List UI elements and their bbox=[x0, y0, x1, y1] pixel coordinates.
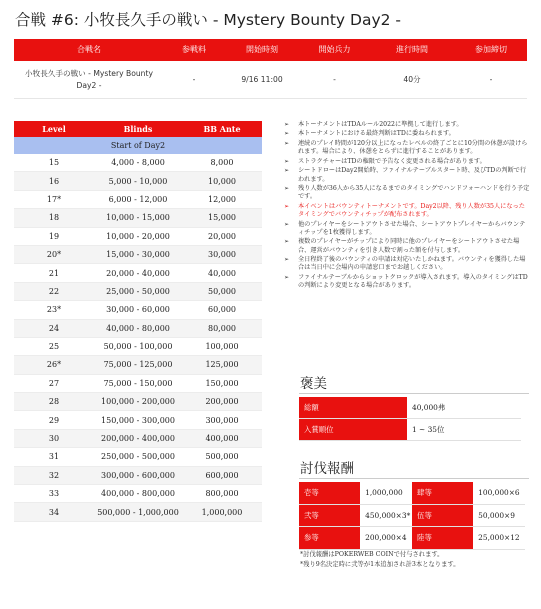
rule-note bbox=[284, 167, 530, 184]
bullet-arrow-icon: ➢ bbox=[284, 273, 290, 281]
page-title: 合戦 #6: 小牧長久手の戦い - Mystery Bounty Day2 - bbox=[15, 11, 402, 29]
prize-divider bbox=[299, 393, 529, 394]
blind-level-cell: 18 bbox=[14, 209, 94, 227]
start-of-day2-row: Start of Day2 bbox=[14, 137, 262, 154]
blind-ante-cell: 30,000 bbox=[182, 245, 262, 263]
rule-note bbox=[284, 140, 530, 157]
rule-note-text: 本トーナメントはTDAルール2022に準拠して進行します。 bbox=[298, 121, 463, 128]
blind-level-row bbox=[14, 337, 262, 355]
blind-ante-cell: 10,000 bbox=[182, 172, 262, 190]
blind-blinds-cell: 20,000 - 40,000 bbox=[94, 264, 182, 282]
blind-ante-cell: 125,000 bbox=[182, 356, 262, 374]
rule-note-text: 本イベントはバウンティトーナメントです。Day2以降、残り人数が35人になったタイミングでバウンティチップが配布されます。 bbox=[298, 202, 525, 219]
blind-blinds-cell: 150,000 - 300,000 bbox=[94, 411, 182, 429]
blind-ante-cell: 80,000 bbox=[182, 319, 262, 337]
blind-structure-table bbox=[14, 121, 262, 522]
blind-level-cell: 26* bbox=[14, 356, 94, 374]
blind-level-row bbox=[14, 356, 262, 374]
rule-note-text: シートドローはDay2開始時、ファイナルテーブルスタート時、及びTDの判断で行われます。 bbox=[298, 167, 527, 183]
prize-value: 40,000弗 bbox=[407, 397, 521, 419]
rule-note bbox=[284, 221, 530, 238]
bullet-arrow-icon: ➢ bbox=[284, 220, 290, 228]
prize-title: 褒美 bbox=[300, 376, 327, 392]
blind-level-cell: 27 bbox=[14, 374, 94, 392]
blind-level-row bbox=[14, 374, 262, 392]
bounty-value: 100,000×6 bbox=[473, 482, 525, 504]
event-header-late-reg: 参加締切 bbox=[475, 45, 507, 54]
bullet-arrow-icon: ➢ bbox=[284, 157, 290, 165]
rule-note-text: 全日程終了後のバウンティの申請は対応いたしかねます。バウンティを獲得した場合は当日中に会場内の申請窓口までお越しください。 bbox=[298, 256, 526, 272]
blind-ante-cell: 8,000 bbox=[182, 154, 262, 172]
blind-level-cell: 25 bbox=[14, 337, 94, 355]
rule-note-text: 残り人数が36人から35人になるまでのタイミングでハンドフォーハンドを行う予定です。 bbox=[298, 185, 530, 201]
rule-note bbox=[284, 256, 530, 273]
bounty-footnote: *討伐報酬はPOKERWEB COINで付与されます。 bbox=[300, 551, 444, 558]
blind-blinds-cell: 200,000 - 400,000 bbox=[94, 429, 182, 447]
rule-note bbox=[284, 274, 530, 291]
blind-level-row bbox=[14, 209, 262, 227]
blind-level-cell: 15 bbox=[14, 154, 94, 172]
prize-row bbox=[299, 397, 521, 419]
blind-blinds-cell: 100,000 - 200,000 bbox=[94, 393, 182, 411]
bullet-arrow-icon: ➢ bbox=[284, 185, 290, 193]
event-late-reg: - bbox=[489, 75, 493, 84]
blind-blinds-cell: 10,000 - 15,000 bbox=[94, 209, 182, 227]
event-table-row bbox=[14, 62, 527, 99]
rule-note-text: ファイナルテーブルからショットクロックが導入されます。導入のタイミングはTDの判断により変更となる場合があります。 bbox=[298, 273, 528, 290]
event-header-fee: 参戦料 bbox=[182, 45, 206, 54]
blind-ante-cell: 800,000 bbox=[182, 485, 262, 503]
blind-ante-cell: 40,000 bbox=[182, 264, 262, 282]
blind-level-row bbox=[14, 245, 262, 263]
blind-ante-cell: 200,000 bbox=[182, 393, 262, 411]
bounty-label: 肆等 bbox=[412, 482, 473, 504]
rule-note-text: 他のプレイヤーをシートアウトさせた場合、シートアウトプレイヤーからバウンティチップを1枚獲得します。 bbox=[298, 220, 526, 236]
bounty-divider bbox=[299, 478, 529, 479]
blind-blinds-cell: 75,000 - 125,000 bbox=[94, 356, 182, 374]
blind-level-cell: 29 bbox=[14, 411, 94, 429]
prize-row bbox=[299, 419, 521, 441]
event-header-level-time: 進行時間 bbox=[396, 45, 428, 54]
blind-blinds-cell: 40,000 - 80,000 bbox=[94, 319, 182, 337]
event-name bbox=[14, 62, 164, 98]
bullet-arrow-icon: ➢ bbox=[284, 121, 290, 128]
blind-level-cell: 19 bbox=[14, 227, 94, 245]
event-name-line2: Day2 - bbox=[76, 81, 102, 90]
event-header-start-time: 開始時刻 bbox=[246, 45, 278, 54]
rule-note bbox=[284, 158, 530, 166]
blind-level-row bbox=[14, 154, 262, 172]
blind-ante-cell: 150,000 bbox=[182, 374, 262, 392]
prize-label: 総額 bbox=[299, 397, 407, 419]
rule-note bbox=[284, 121, 530, 129]
event-header-start-stack: 開始兵力 bbox=[318, 45, 351, 54]
blind-blinds-cell: 4,000 - 8,000 bbox=[94, 154, 182, 172]
blind-level-row bbox=[14, 319, 262, 337]
bullet-arrow-icon: ➢ bbox=[284, 139, 290, 147]
blind-ante-cell: 15,000 bbox=[182, 209, 262, 227]
event-table-header bbox=[14, 39, 527, 61]
rules-notes-list bbox=[284, 121, 530, 292]
bullet-arrow-icon: ➢ bbox=[284, 238, 290, 246]
blind-ante-cell: 100,000 bbox=[182, 337, 262, 355]
bounty-value: 200,000×4 bbox=[360, 527, 412, 550]
blind-blinds-cell: 400,000 - 800,000 bbox=[94, 485, 182, 503]
rule-note-text: ストラクチャーはTDの権限で予告なく変更される場合があります。 bbox=[298, 157, 486, 165]
blind-level-row bbox=[14, 429, 262, 447]
blind-level-row bbox=[14, 411, 262, 429]
blind-blinds-cell: 300,000 - 600,000 bbox=[94, 466, 182, 484]
bullet-arrow-icon: ➢ bbox=[284, 202, 290, 210]
blind-blinds-cell: 15,000 - 30,000 bbox=[94, 245, 182, 263]
event-start-stack: - bbox=[333, 75, 336, 84]
blind-level-row bbox=[14, 485, 262, 503]
blind-blinds-cell: 25,000 - 50,000 bbox=[94, 282, 182, 300]
blinds-header-level: Level bbox=[14, 121, 94, 137]
blind-level-row bbox=[14, 301, 262, 319]
bullet-arrow-icon: ➢ bbox=[284, 130, 290, 138]
blind-level-cell: 22 bbox=[14, 282, 94, 300]
blind-blinds-cell: 6,000 - 12,000 bbox=[94, 190, 182, 208]
blind-level-cell: 32 bbox=[14, 466, 94, 484]
event-header-name: 合戦名 bbox=[77, 45, 101, 54]
blind-ante-cell: 300,000 bbox=[182, 411, 262, 429]
blind-level-cell: 16 bbox=[14, 172, 94, 190]
bounty-table bbox=[299, 482, 525, 550]
event-level-time: 40分 bbox=[403, 75, 421, 84]
blind-level-row bbox=[14, 282, 262, 300]
blind-blinds-cell: 30,000 - 60,000 bbox=[94, 301, 182, 319]
blind-level-cell: 31 bbox=[14, 448, 94, 466]
bounty-value: 25,000×12 bbox=[473, 527, 525, 550]
bounty-row bbox=[299, 504, 525, 527]
bounty-label: 壱等 bbox=[299, 482, 360, 504]
blind-level-cell: 23* bbox=[14, 301, 94, 319]
bounty-value: 1,000,000 bbox=[360, 482, 412, 504]
blind-level-cell: 21 bbox=[14, 264, 94, 282]
blind-level-row bbox=[14, 172, 262, 190]
blind-level-row bbox=[14, 264, 262, 282]
blind-level-row bbox=[14, 393, 262, 411]
rule-note-text: 本トーナメントにおける最終判断はTDに委ねられます。 bbox=[298, 130, 455, 138]
event-fee: - bbox=[192, 75, 196, 84]
blind-level-cell: 17* bbox=[14, 190, 94, 208]
blind-blinds-cell: 10,000 - 20,000 bbox=[94, 227, 182, 245]
blind-level-cell: 34 bbox=[14, 503, 94, 521]
blind-ante-cell: 12,000 bbox=[182, 190, 262, 208]
blind-blinds-cell: 250,000 - 500,000 bbox=[94, 448, 182, 466]
blind-level-row bbox=[14, 466, 262, 484]
bounty-label: 伍等 bbox=[412, 504, 473, 527]
bounty-label: 弐等 bbox=[299, 504, 360, 527]
event-start-time: 9/16 11:00 bbox=[241, 75, 283, 84]
bounty-label: 参等 bbox=[299, 527, 360, 550]
blind-level-cell: 30 bbox=[14, 429, 94, 447]
blind-level-row bbox=[14, 227, 262, 245]
blind-level-row bbox=[14, 503, 262, 521]
blind-ante-cell: 50,000 bbox=[182, 282, 262, 300]
event-name-line1: 小牧長久手の戦い - Mystery Bounty bbox=[25, 69, 153, 78]
rule-note-text: 連続のプレイ時間が120分以上になったレベルの終了ごとに10分間の休憩が設けられます。場合により、休憩をとらずに進行することがあります。 bbox=[298, 139, 528, 156]
blind-level-row bbox=[14, 448, 262, 466]
bounty-value: 450,000×3* bbox=[360, 504, 412, 527]
blind-ante-cell: 400,000 bbox=[182, 429, 262, 447]
bullet-arrow-icon: ➢ bbox=[284, 256, 290, 264]
blind-blinds-cell: 75,000 - 150,000 bbox=[94, 374, 182, 392]
prize-value: 1 ~ 35位 bbox=[407, 419, 521, 441]
blind-level-cell: 28 bbox=[14, 393, 94, 411]
blind-ante-cell: 1,000,000 bbox=[182, 503, 262, 521]
rule-note bbox=[284, 203, 530, 220]
bounty-row bbox=[299, 527, 525, 550]
rule-note bbox=[284, 238, 530, 255]
blinds-header-blinds: Blinds bbox=[94, 121, 182, 137]
blind-blinds-cell: 50,000 - 100,000 bbox=[94, 337, 182, 355]
blind-ante-cell: 20,000 bbox=[182, 227, 262, 245]
bounty-value: 50,000×9 bbox=[473, 504, 525, 527]
prize-table bbox=[299, 397, 521, 441]
bounty-label: 陸等 bbox=[412, 527, 473, 550]
bounty-title: 討伐報酬 bbox=[300, 461, 354, 477]
blind-level-cell: 20* bbox=[14, 245, 94, 263]
blind-ante-cell: 500,000 bbox=[182, 448, 262, 466]
blind-ante-cell: 60,000 bbox=[182, 301, 262, 319]
blind-blinds-cell: 5,000 - 10,000 bbox=[94, 172, 182, 190]
bounty-row bbox=[299, 482, 525, 504]
prize-label: 入賞順位 bbox=[299, 419, 407, 441]
blind-blinds-cell: 500,000 - 1,000,000 bbox=[94, 503, 182, 521]
blind-ante-cell: 600,000 bbox=[182, 466, 262, 484]
blinds-header-ante: BB Ante bbox=[182, 121, 262, 137]
rule-note bbox=[284, 185, 530, 202]
blind-level-cell: 24 bbox=[14, 319, 94, 337]
rule-note-text: 複数のプレイヤーがチップにより同時に他のプレイヤーをシートアウトさせた場合、運営がバウンティを引き人数で割った額を付与します。 bbox=[298, 238, 520, 254]
bullet-arrow-icon: ➢ bbox=[284, 167, 290, 175]
rule-note bbox=[284, 130, 530, 138]
bounty-footnote: *残り9名決定時に弐等が1本追加され計3本となります。 bbox=[300, 561, 460, 568]
blind-level-row bbox=[14, 190, 262, 208]
blind-level-cell: 33 bbox=[14, 485, 94, 503]
